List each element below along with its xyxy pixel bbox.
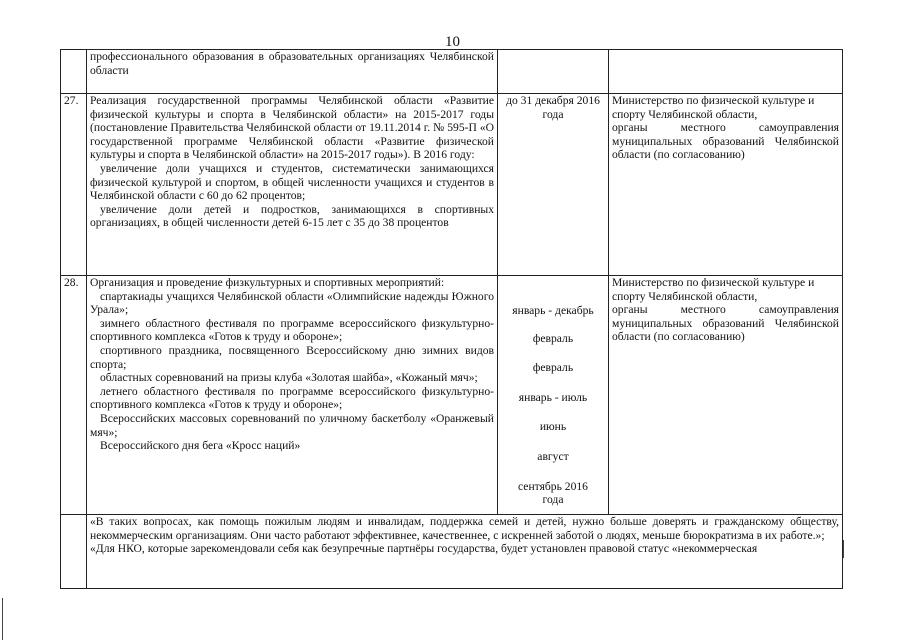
description-paragraph: спартакиады учащихся Челябинской области «Олимпийские надежды Южного Урала»; xyxy=(90,289,494,317)
responsible-cell xyxy=(609,94,843,276)
responsible-text: Министерство по физической культуре и спорту Челябинской области, xyxy=(612,276,815,303)
row-number xyxy=(61,50,87,94)
description-paragraph: Реализация государственной программы Челябинской области «Развитие физической культуры и спорта в Челябинской области» на 2015-2017 годы (постановление Правительства Челябинской области от 19.11.2014 г. № 595-П «О государственной программе Челябинской области «Развитие физической культуры и спорта в Челябинской области» на 2015-2017 годы»). В 2016 году: xyxy=(90,94,494,162)
row-number: 27. xyxy=(61,94,87,276)
description-paragraph: зимнего областного фестиваля по программе всероссийского физкультурно-спортивного комплекса «Готов к труду и обороне»; xyxy=(90,316,494,344)
measures-table xyxy=(60,49,843,589)
deadline-text: январь - декабрь xyxy=(512,304,594,317)
deadline-text: сентябрь 2016 года xyxy=(518,479,588,507)
deadline-cell xyxy=(498,276,609,515)
responsible-text: Министерство по физической культуре и спорту Челябинской области, xyxy=(612,94,815,121)
quote-paragraph: «В таких вопросах, как помощь пожилым людям и инвалидам, поддержка семей и детей, нужно больше доверять и гражданскому обществу, некоммерческим организациям. Они часто работают эффективнее, качественнее, с искренней заботой о людях, меньше бюрократизма в их работе.»; xyxy=(90,515,839,542)
measure-description xyxy=(87,276,498,515)
deadline-text: февраль xyxy=(532,361,574,375)
deadline-text: февраль xyxy=(532,331,574,345)
responsible-text: органы местного самоуправления муниципальных образований Челябинской области (по согласованию) xyxy=(612,303,839,344)
description-paragraph: летнего областного фестиваля по программе всероссийского физкультурно-спортивного комплекса «Готов к труду и обороне»; xyxy=(90,384,494,412)
deadline-cell xyxy=(498,94,609,276)
description-paragraph: увеличение доли детей и подростков, занимающихся в спортивных организациях, в общей численности детей 6-15 лет с 35 до 38 процентов xyxy=(90,202,494,230)
deadline-text: январь - июль xyxy=(518,390,588,404)
responsible-cell xyxy=(609,50,843,94)
description-paragraph: областных соревнований на призы клуба «Золотая шайба», «Кожаный мяч»; xyxy=(100,371,478,385)
quote-paragraph: «Для НКО, которые зарекомендовали себя как безупречные партнёры государства, будет установлен правовой статус «некоммерческая xyxy=(90,542,758,556)
row-number xyxy=(61,515,87,589)
quote-row xyxy=(61,515,843,589)
quote-cell xyxy=(87,515,843,589)
description-paragraph: Организация и проведение физкультурных и спортивных мероприятий: xyxy=(90,276,445,289)
measure-description xyxy=(87,50,498,94)
description-paragraph: спортивного праздника, посвященного Всероссийскому дню зимних видов спорта; xyxy=(90,343,494,371)
description-paragraph: Всероссийских массовых соревнований по уличному баскетболу «Оранжевый мяч»; xyxy=(90,411,494,439)
responsible-text: органы местного самоуправления муниципальных образований Челябинской области (по согласованию) xyxy=(612,121,839,162)
table-row xyxy=(61,94,843,276)
page-number: 10 xyxy=(445,34,460,50)
scan-edge-mark xyxy=(2,598,3,640)
deadline-text: август xyxy=(537,449,569,463)
deadline-text: июнь xyxy=(539,420,567,434)
deadline-text: до 31 декабря 2016 года xyxy=(506,94,600,121)
description-paragraph: профессионального образования в образовательных организациях Челябинской области xyxy=(90,50,494,77)
description-paragraph: увеличение доли учащихся и студентов, систематически занимающихся физической культурой и спортом, в общей численности учащихся и студентов в Челябинской области с 60 до 62 процентов; xyxy=(90,161,494,203)
responsible-cell xyxy=(609,276,843,515)
description-paragraph: Всероссийского дня бега «Кросс наций» xyxy=(100,439,301,453)
deadline-cell xyxy=(498,50,609,94)
row-number: 28. xyxy=(61,276,87,515)
measure-description xyxy=(87,94,498,276)
table-row xyxy=(61,276,843,515)
table-row xyxy=(61,50,843,94)
scan-edge-mark xyxy=(843,540,844,558)
